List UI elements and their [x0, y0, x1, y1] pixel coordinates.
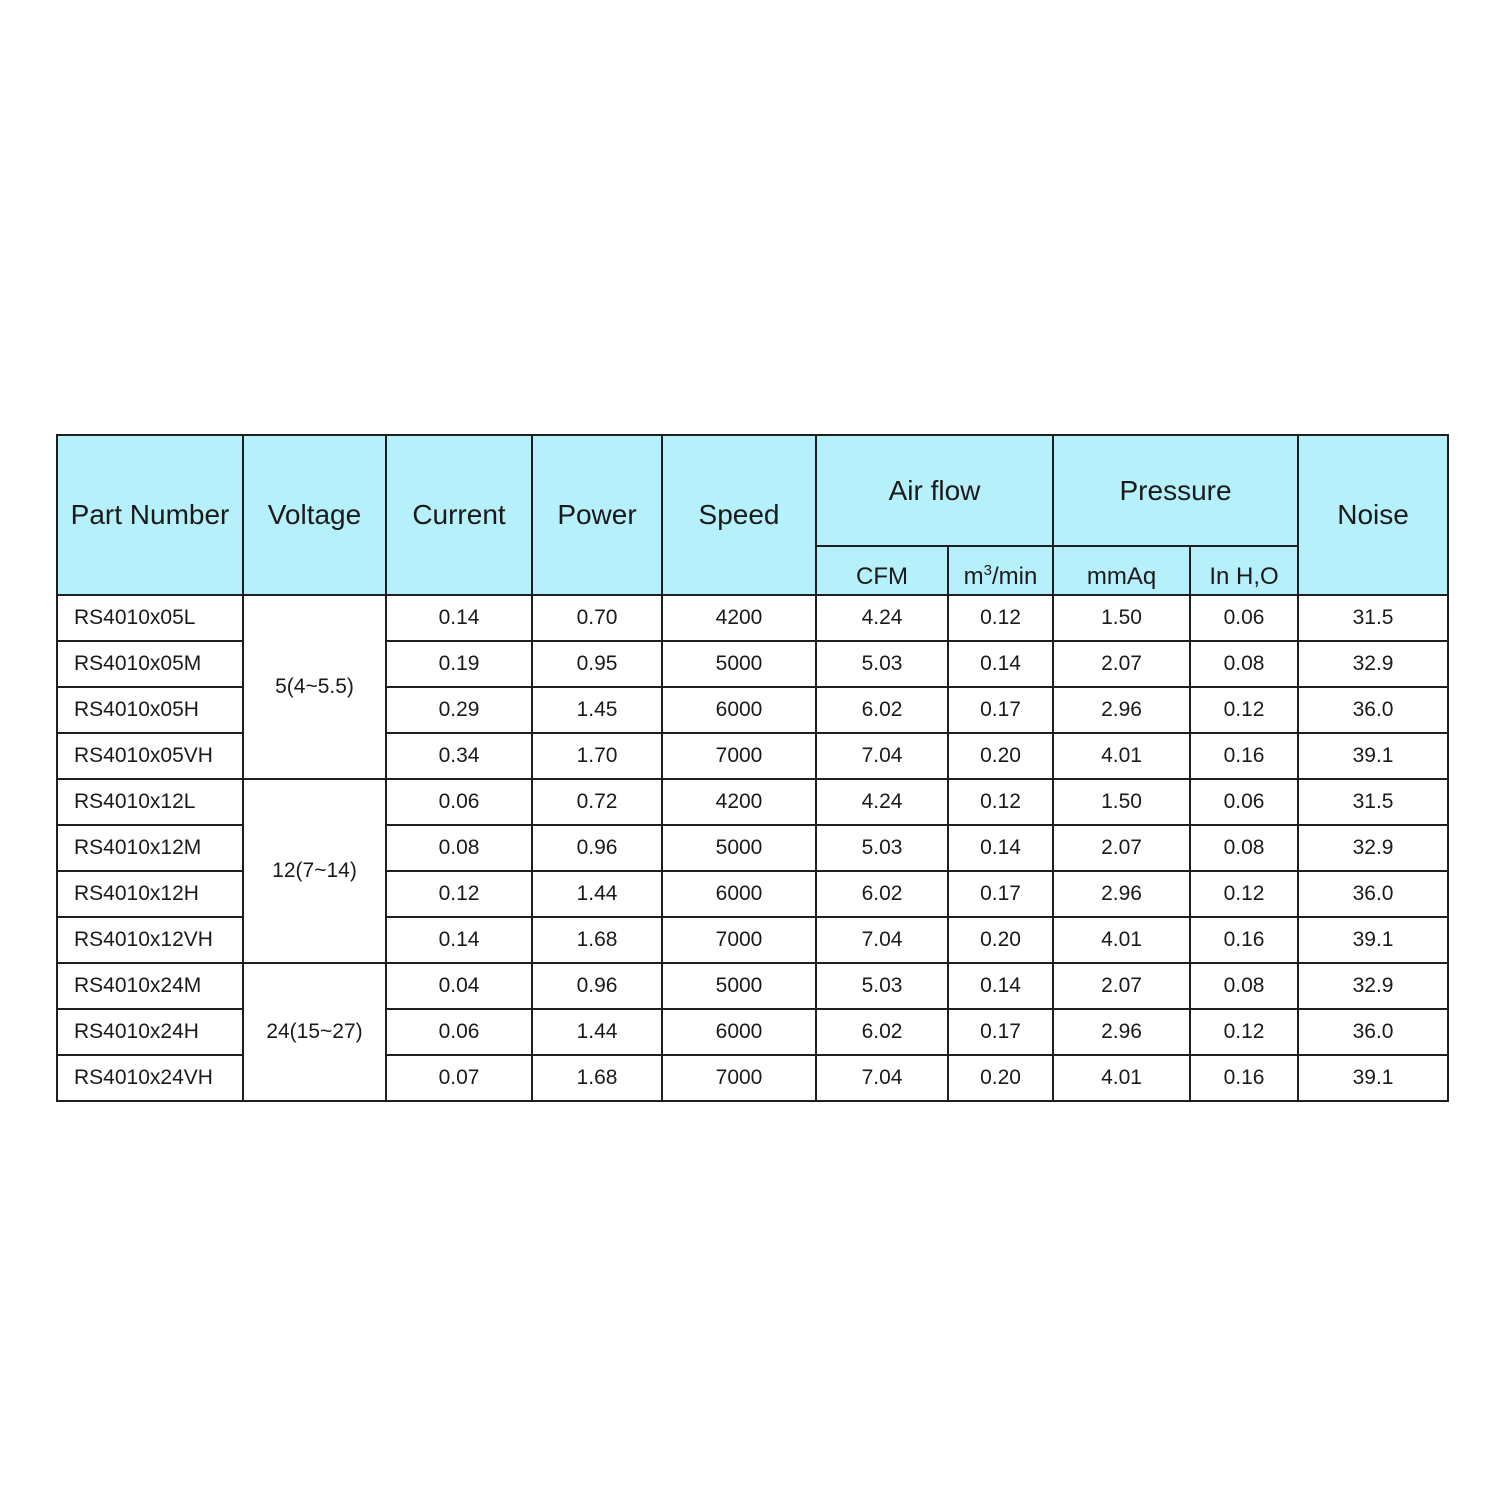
noise-cell: 32.9: [1298, 641, 1448, 687]
power-cell: 0.72: [532, 779, 662, 825]
part-number-cell: RS4010x05L: [57, 595, 243, 641]
m3min-cell: 0.20: [948, 1055, 1053, 1101]
m3min-cell: 0.12: [948, 595, 1053, 641]
part-number-cell: RS4010x24M: [57, 963, 243, 1009]
speed-cell: 5000: [662, 963, 816, 1009]
power-cell: 0.70: [532, 595, 662, 641]
current-cell: 0.12: [386, 871, 532, 917]
voltage-cell: 24(15~27): [243, 963, 386, 1101]
power-cell: 1.44: [532, 1009, 662, 1055]
speed-cell: 4200: [662, 595, 816, 641]
mmaq-cell: 2.07: [1053, 963, 1190, 1009]
mmaq-cell: 4.01: [1053, 917, 1190, 963]
inh2o-cell: 0.06: [1190, 779, 1298, 825]
cfm-cell: 5.03: [816, 825, 948, 871]
power-cell: 1.70: [532, 733, 662, 779]
header-power: Power: [532, 435, 662, 595]
mmaq-cell: 1.50: [1053, 779, 1190, 825]
cfm-cell: 4.24: [816, 779, 948, 825]
table-row: [57, 595, 1448, 641]
speed-cell: 4200: [662, 779, 816, 825]
part-number-cell: RS4010x24H: [57, 1009, 243, 1055]
header-pressure: Pressure: [1053, 435, 1298, 546]
header-m3-unit: /min: [992, 563, 1038, 590]
power-cell: 0.95: [532, 641, 662, 687]
power-cell: 0.96: [532, 825, 662, 871]
cfm-cell: 7.04: [816, 917, 948, 963]
voltage-cell: 12(7~14): [243, 779, 386, 963]
current-cell: 0.29: [386, 687, 532, 733]
current-cell: 0.04: [386, 963, 532, 1009]
inh2o-cell: 0.16: [1190, 733, 1298, 779]
inh2o-cell: 0.16: [1190, 1055, 1298, 1101]
header-m3-superscript: 3: [983, 562, 992, 579]
m3min-cell: 0.17: [948, 871, 1053, 917]
current-cell: 0.06: [386, 779, 532, 825]
header-mmaq: mmAq: [1053, 546, 1190, 595]
mmaq-cell: 1.50: [1053, 595, 1190, 641]
speed-cell: 7000: [662, 733, 816, 779]
mmaq-cell: 2.96: [1053, 871, 1190, 917]
current-cell: 0.07: [386, 1055, 532, 1101]
cfm-cell: 6.02: [816, 687, 948, 733]
inh2o-cell: 0.08: [1190, 641, 1298, 687]
mmaq-cell: 2.07: [1053, 825, 1190, 871]
speed-cell: 6000: [662, 871, 816, 917]
part-number-cell: RS4010x05M: [57, 641, 243, 687]
power-cell: 1.45: [532, 687, 662, 733]
part-number-cell: RS4010x05VH: [57, 733, 243, 779]
header-speed: Speed: [662, 435, 816, 595]
cfm-cell: 6.02: [816, 871, 948, 917]
m3min-cell: 0.17: [948, 687, 1053, 733]
header-m3-base: m: [963, 563, 984, 590]
inh2o-cell: 0.12: [1190, 1009, 1298, 1055]
inh2o-cell: 0.12: [1190, 687, 1298, 733]
cfm-cell: 5.03: [816, 641, 948, 687]
mmaq-cell: 2.07: [1053, 641, 1190, 687]
header-current: Current: [386, 435, 532, 595]
part-number-cell: RS4010x12VH: [57, 917, 243, 963]
power-cell: 1.68: [532, 917, 662, 963]
cfm-cell: 7.04: [816, 1055, 948, 1101]
mmaq-cell: 4.01: [1053, 1055, 1190, 1101]
mmaq-cell: 4.01: [1053, 733, 1190, 779]
header-air-flow: Air flow: [816, 435, 1053, 546]
noise-cell: 31.5: [1298, 595, 1448, 641]
speed-cell: 5000: [662, 825, 816, 871]
m3min-cell: 0.14: [948, 963, 1053, 1009]
mmaq-cell: 2.96: [1053, 687, 1190, 733]
speed-cell: 6000: [662, 687, 816, 733]
part-number-cell: RS4010x12M: [57, 825, 243, 871]
power-cell: 1.44: [532, 871, 662, 917]
cfm-cell: 7.04: [816, 733, 948, 779]
cfm-cell: 4.24: [816, 595, 948, 641]
part-number-cell: RS4010x12H: [57, 871, 243, 917]
current-cell: 0.06: [386, 1009, 532, 1055]
noise-cell: 32.9: [1298, 825, 1448, 871]
m3min-cell: 0.12: [948, 779, 1053, 825]
current-cell: 0.14: [386, 595, 532, 641]
header-cfm: CFM: [816, 546, 948, 595]
speed-cell: 7000: [662, 1055, 816, 1101]
noise-cell: 36.0: [1298, 1009, 1448, 1055]
noise-cell: 31.5: [1298, 779, 1448, 825]
inh2o-cell: 0.06: [1190, 595, 1298, 641]
current-cell: 0.08: [386, 825, 532, 871]
noise-cell: 32.9: [1298, 963, 1448, 1009]
part-number-cell: RS4010x12L: [57, 779, 243, 825]
inh2o-cell: 0.16: [1190, 917, 1298, 963]
header-m3-per-min: [948, 546, 1053, 595]
power-cell: 1.68: [532, 1055, 662, 1101]
header-in-h2o: In H,O: [1190, 546, 1298, 595]
m3min-cell: 0.20: [948, 917, 1053, 963]
speed-cell: 7000: [662, 917, 816, 963]
m3min-cell: 0.14: [948, 825, 1053, 871]
noise-cell: 39.1: [1298, 733, 1448, 779]
noise-cell: 39.1: [1298, 1055, 1448, 1101]
voltage-cell: 5(4~5.5): [243, 595, 386, 779]
table-body: [57, 595, 1448, 1101]
fan-spec-table: [56, 434, 1449, 1102]
table-row: [57, 963, 1448, 1009]
current-cell: 0.19: [386, 641, 532, 687]
part-number-cell: RS4010x24VH: [57, 1055, 243, 1101]
part-number-cell: RS4010x05H: [57, 687, 243, 733]
speed-cell: 6000: [662, 1009, 816, 1055]
inh2o-cell: 0.08: [1190, 963, 1298, 1009]
header-part-number: Part Number: [57, 435, 243, 595]
header-noise: Noise: [1298, 435, 1448, 595]
cfm-cell: 6.02: [816, 1009, 948, 1055]
table-header: [57, 435, 1448, 595]
inh2o-cell: 0.12: [1190, 871, 1298, 917]
noise-cell: 36.0: [1298, 687, 1448, 733]
header-voltage: Voltage: [243, 435, 386, 595]
m3min-cell: 0.17: [948, 1009, 1053, 1055]
mmaq-cell: 2.96: [1053, 1009, 1190, 1055]
noise-cell: 36.0: [1298, 871, 1448, 917]
noise-cell: 39.1: [1298, 917, 1448, 963]
current-cell: 0.14: [386, 917, 532, 963]
inh2o-cell: 0.08: [1190, 825, 1298, 871]
m3min-cell: 0.20: [948, 733, 1053, 779]
current-cell: 0.34: [386, 733, 532, 779]
m3min-cell: 0.14: [948, 641, 1053, 687]
speed-cell: 5000: [662, 641, 816, 687]
power-cell: 0.96: [532, 963, 662, 1009]
cfm-cell: 5.03: [816, 963, 948, 1009]
table-row: [57, 779, 1448, 825]
